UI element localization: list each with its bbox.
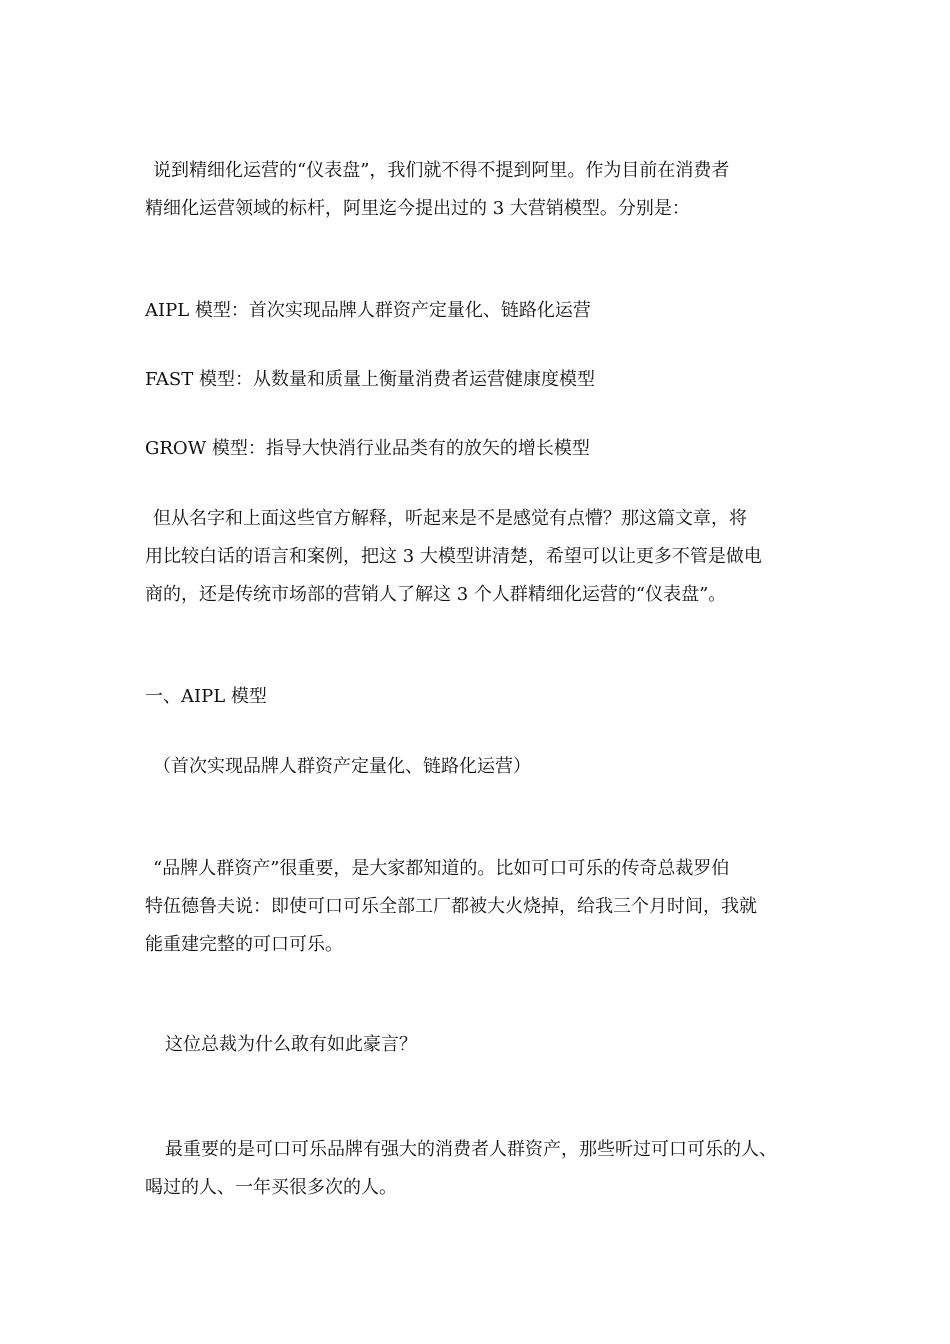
quote-paragraph [145, 850, 815, 964]
model-fast-line: FAST 模型：从数量和质量上衡量消费者运营健康度模型 [145, 369, 595, 390]
question-line: 这位总裁为什么敢有如此豪言？ [165, 1034, 417, 1055]
quote-line-3: 能重建完整的可口可乐。 [145, 934, 343, 955]
quote-line-2: 特伍德鲁夫说：即使可口可乐全部工厂都被大火烧掉，给我三个月时间，我就 [145, 896, 757, 917]
section-heading: 一、AIPL 模型 [145, 686, 267, 707]
explain-line-2: 用比较白话的语言和案例，把这 3 大模型讲清楚，希望可以让更多不管是做电 [145, 546, 762, 567]
model-grow-line: GROW 模型：指导大快消行业品类有的放矢的增长模型 [145, 438, 590, 459]
answer-line-1: 最重要的是可口可乐品牌有强大的消费者人群资产，那些听过可口可乐的人、 [165, 1139, 777, 1160]
answer-line-2: 喝过的人、一年买很多次的人。 [145, 1177, 397, 1198]
intro-paragraph [145, 152, 815, 228]
intro-line-1: 说到精细化运营的“仪表盘”，我们就不得不提到阿里。作为目前在消费者 [153, 160, 730, 181]
explain-paragraph [145, 500, 815, 614]
explain-line-1: 但从名字和上面这些官方解释，听起来是不是感觉有点懵？那这篇文章，将 [153, 508, 747, 529]
answer-paragraph [145, 1131, 815, 1207]
explain-line-3: 商的，还是传统市场部的营销人了解这 3 个人群精细化运营的“仪表盘”。 [145, 584, 727, 605]
intro-line-2: 精细化运营领域的标杆，阿里迄今提出过的 3 大营销模型。分别是： [145, 198, 690, 219]
quote-line-1: “品牌人群资产”很重要，是大家都知道的。比如可口可乐的传奇总裁罗伯 [153, 858, 730, 879]
model-aipl-line: AIPL 模型：首次实现品牌人群资产定量化、链路化运营 [145, 300, 591, 321]
section-subheading: （首次实现品牌人群资产定量化、链路化运营） [153, 756, 531, 777]
